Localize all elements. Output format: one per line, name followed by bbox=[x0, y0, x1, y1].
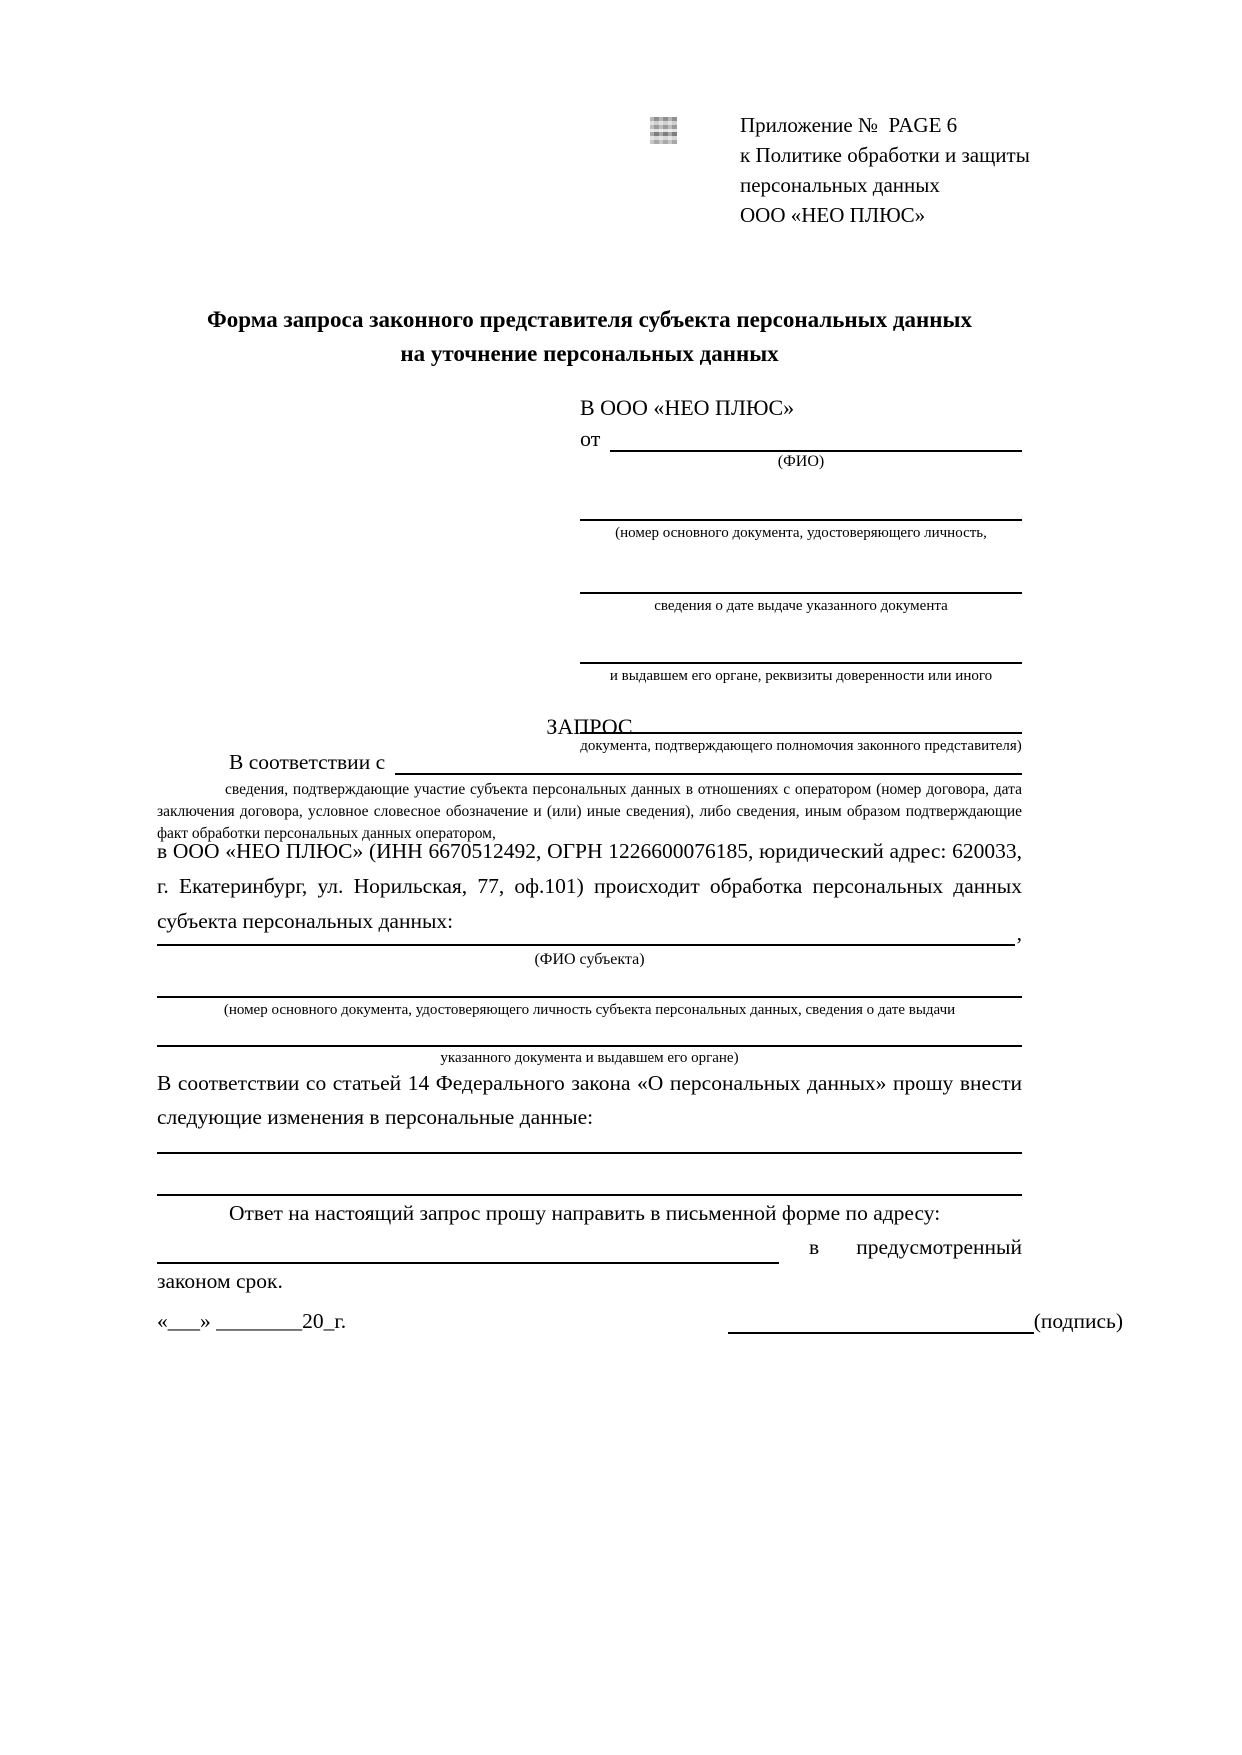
appendix-header-block bbox=[740, 110, 1030, 230]
appendix-number-line: Приложение № PAGE 6 bbox=[740, 113, 958, 137]
response-word-predusmotrennyj: предусмотренный bbox=[856, 1235, 1022, 1259]
amendment-paragraph: В соответствии со статьей 14 Федерального закона «О персональных данных» прошу внести следующие изменения в персональные данные: bbox=[157, 1071, 1022, 1129]
form-title-line2: на уточнение персональных данных bbox=[400, 341, 779, 366]
doc-issue-date-caption: сведения о дате выдаче указанного документа bbox=[654, 598, 948, 614]
doc-number-field bbox=[580, 499, 1022, 542]
subject-doc-caption-line2: указанного документа и выдавшем его органе) bbox=[440, 1050, 739, 1066]
amendment-blank-line-2 bbox=[157, 1170, 1022, 1196]
intro-row bbox=[157, 748, 1022, 775]
policy-reference-line2: персональных данных bbox=[740, 173, 940, 197]
addressee-to: В ООО «НЕО ПЛЮС» bbox=[580, 395, 795, 420]
subject-fio-row bbox=[157, 918, 1022, 946]
doc-number-blank-line bbox=[580, 499, 1022, 521]
subject-doc-caption-line1: (номер основного документа, удостоверяющего личность субъекта персональных данных, сведения о дате выдачи bbox=[223, 1002, 956, 1018]
response-address-blank-line bbox=[157, 1236, 779, 1264]
subject-fio-caption: (ФИО субъекта) bbox=[534, 951, 645, 968]
response-address-row bbox=[157, 1230, 1022, 1264]
company-name-line: ООО «НЕО ПЛЮС» bbox=[740, 203, 926, 227]
pixelated-image-placeholder-icon bbox=[650, 117, 677, 144]
subject-doc-blank-line-2 bbox=[157, 1021, 1022, 1047]
policy-reference-line: к Политике обработки и защиты bbox=[740, 143, 1030, 167]
amendment-blank-line-1 bbox=[157, 1128, 1022, 1154]
date-placeholder: «___» ________20_г. bbox=[157, 1309, 347, 1333]
from-label: от bbox=[580, 426, 601, 451]
response-word-v: в bbox=[809, 1235, 820, 1259]
request-heading: ЗАПРОС bbox=[546, 714, 633, 739]
form-title bbox=[157, 303, 1022, 371]
response-line1: Ответ на настоящий запрос прошу направить в письменной форме по адресу: bbox=[229, 1201, 941, 1225]
signature-area bbox=[728, 1306, 1123, 1334]
doc-issue-date-blank-line bbox=[580, 572, 1022, 594]
subject-fio-trailing-comma: , bbox=[1016, 921, 1022, 945]
intro-prefix: В соответствии с bbox=[229, 750, 386, 774]
doc-powers-caption: документа, подтверждающего полномочия законного представителя) bbox=[580, 738, 1022, 754]
response-block bbox=[157, 1196, 1022, 1298]
signature-blank-line bbox=[728, 1306, 1034, 1334]
doc-authority-caption: и выдавшем его органе, реквизиты доверенности или иного bbox=[609, 668, 993, 684]
doc-authority-blank-line bbox=[580, 642, 1022, 664]
doc-authority-field bbox=[580, 642, 1022, 685]
form-title-line1: Форма запроса законного представителя субъекта персональных данных bbox=[207, 307, 972, 332]
doc-number-caption: (номер основного документа, удостоверяющего личность, bbox=[615, 525, 987, 541]
subject-fio-blank-line bbox=[157, 918, 1015, 946]
intro-footnote: сведения, подтверждающие участие субъекта персональных данных в отношениях с оператором (номер договора, дата заключения договора, условное словесное обозначение и (или) иные сведения), либо сведения, иным образом подтверждающие факт обработки персональных данных оператором, bbox=[157, 781, 1022, 842]
fio-caption: (ФИО) bbox=[777, 453, 825, 470]
operator-paragraph: в ООО «НЕО ПЛЮС» (ИНН 6670512492, ОГРН 1226600076185, юридический адрес: 620033, г. Екатеринбург, ул. Норильская, 77, оф.101) происходит обработка персональных данных субъекта персональных данных: bbox=[157, 839, 1022, 933]
from-row bbox=[580, 425, 1022, 452]
subject-doc-blank-line-1 bbox=[157, 972, 1022, 998]
from-fio-blank-line bbox=[610, 426, 1022, 452]
intro-blank-line bbox=[395, 748, 1022, 775]
addressee-block bbox=[580, 394, 1022, 755]
date-signature-row bbox=[157, 1306, 1123, 1334]
response-line3: законом срок. bbox=[157, 1269, 283, 1293]
signature-caption: (подпись) bbox=[1033, 1309, 1123, 1333]
doc-issue-date-field bbox=[580, 572, 1022, 615]
